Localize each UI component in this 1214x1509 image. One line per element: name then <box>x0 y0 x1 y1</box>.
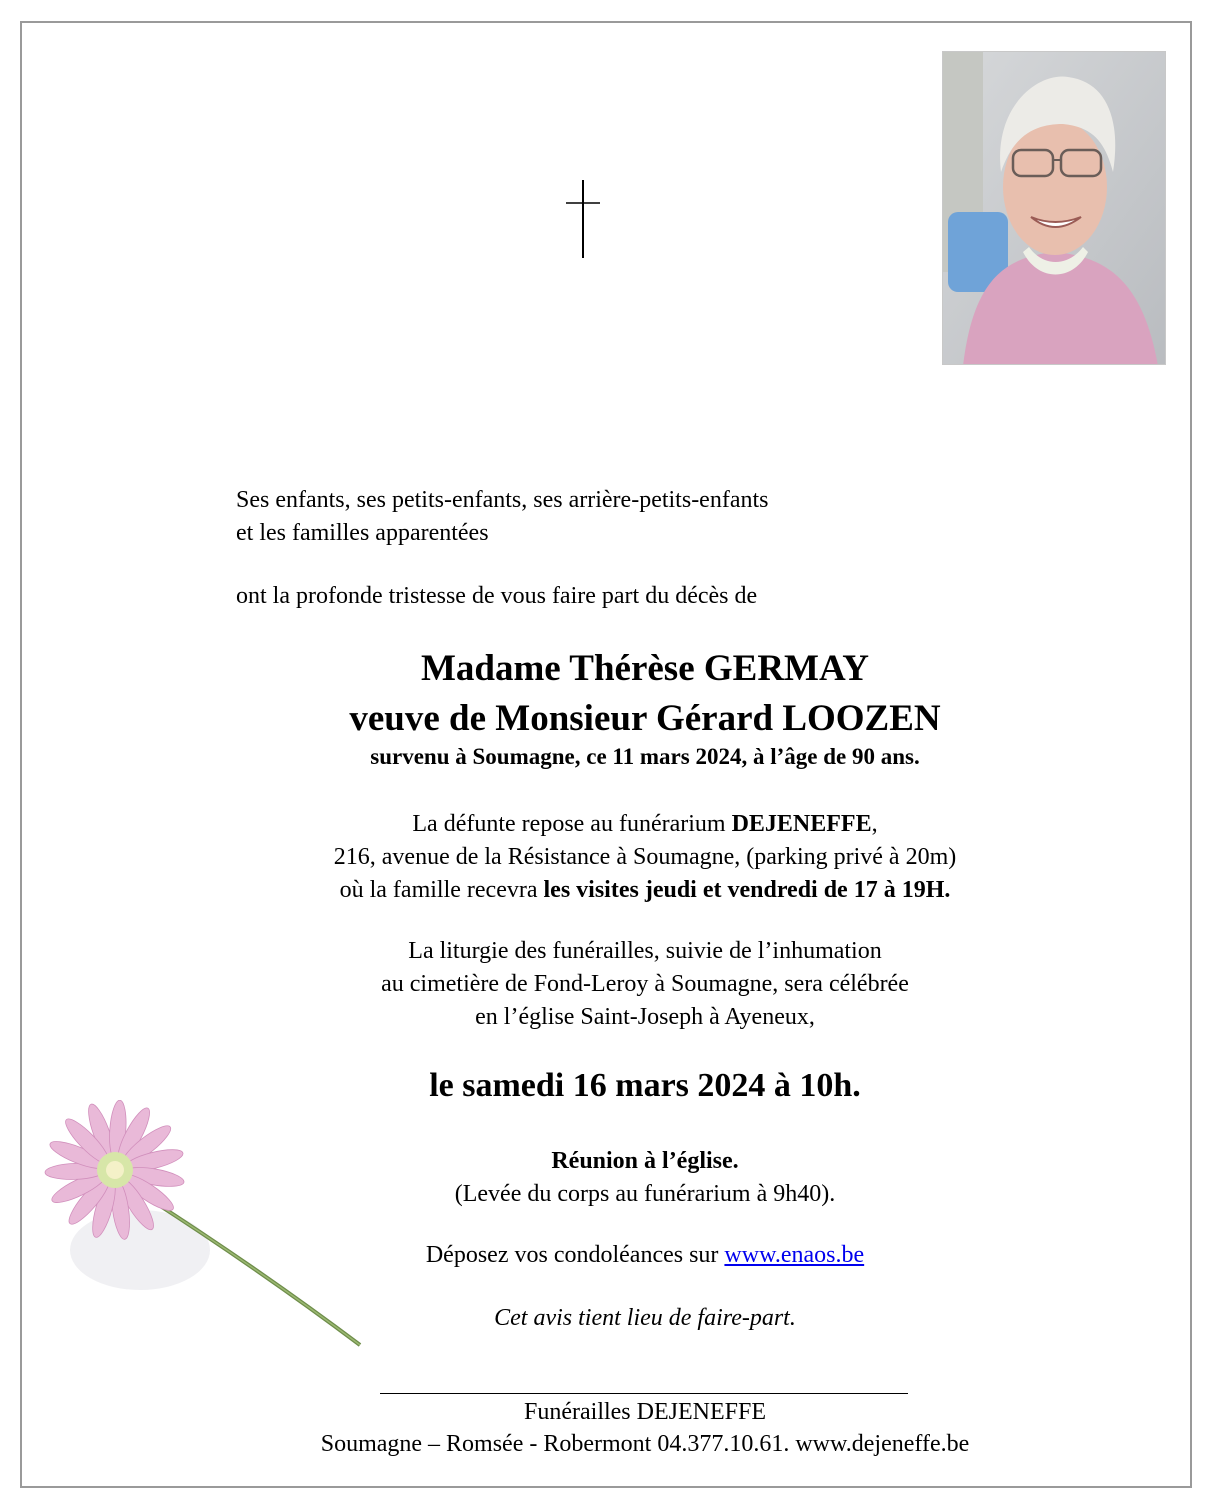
repose-line-2: 216, avenue de la Résistance à Soumagne, (parking privé à 20m) <box>333 844 957 870</box>
condolences-prefix: Déposez vos condoléances sur <box>425 1242 725 1268</box>
deceased-name: Madame Thérèse GERMAY <box>420 648 870 689</box>
footer-contact: Soumagne – Romsée - Robermont 04.377.10.61. www.dejeneffe.be <box>320 1431 970 1457</box>
visits-prefix: où la famille recevra <box>339 877 544 903</box>
repose-prefix: La défunte repose au funérarium <box>412 811 732 837</box>
liturgy-line-3: en l’église Saint-Joseph à Ayeneux, <box>475 1004 815 1030</box>
repose-suffix: , <box>871 811 878 837</box>
levee-line: (Levée du corps au funérarium à 9h40). <box>454 1181 836 1207</box>
spouse-line: veuve de Monsieur Gérard LOOZEN <box>349 698 941 739</box>
repose-block <box>160 808 1130 907</box>
liturgy-line-2: au cimetière de Fond-Leroy à Soumagne, sera célébrée <box>381 971 909 997</box>
cross-icon <box>565 180 601 258</box>
liturgy-line-1: La liturgie des funérailles, suivie de l’inhumation <box>408 938 882 964</box>
visits-hours: les visites jeudi et vendredi de 17 à 19H. <box>543 877 951 903</box>
repose-line-1 <box>160 808 1130 841</box>
portrait-photo <box>942 51 1166 365</box>
liturgy-block <box>160 935 1130 1034</box>
notice-text: Cet avis tient lieu de faire-part. <box>494 1305 796 1331</box>
funeral-home-name: DEJENEFFE <box>731 811 872 837</box>
footer-divider <box>380 1393 908 1394</box>
ceremony-date: le samedi 16 mars 2024 à 10h. <box>429 1067 861 1104</box>
footer-company: Funérailles DEJENEFFE <box>524 1399 766 1425</box>
family-block <box>236 484 769 550</box>
deceased-block <box>160 644 1130 744</box>
announcement-text: ont la profonde tristesse de vous faire part du décès de <box>236 583 758 609</box>
flower-icon <box>30 1100 380 1370</box>
condolences-link[interactable]: www.enaos.be <box>724 1242 865 1268</box>
repose-line-3 <box>160 874 1130 907</box>
death-details: survenu à Soumagne, ce 11 mars 2024, à l’âge de 90 ans. <box>370 744 920 769</box>
meeting-line: Réunion à l’église. <box>551 1148 739 1174</box>
family-line-2: et les familles apparentées <box>236 520 489 546</box>
family-line-1: Ses enfants, ses petits-enfants, ses arrière-petits-enfants <box>236 487 769 513</box>
